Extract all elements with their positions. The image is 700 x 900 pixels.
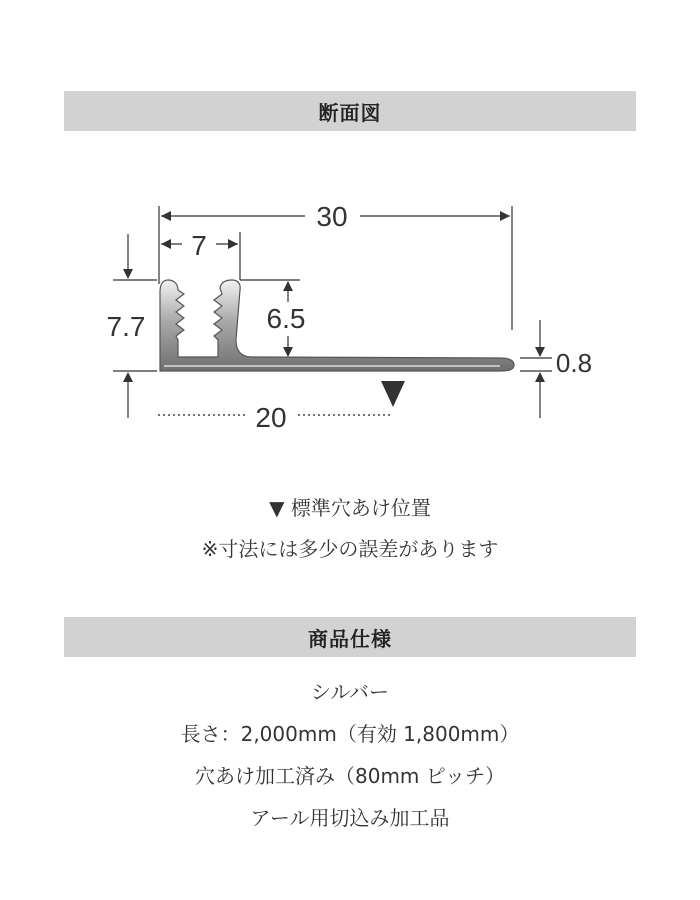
dim-label-7-7: 7.7 — [106, 311, 146, 342]
cross-section-header — [64, 91, 636, 131]
dim-7-right-arrow — [228, 239, 238, 249]
dim-label-7: 7 — [191, 230, 207, 261]
dim-label-30: 30 — [316, 201, 348, 232]
dim-65-bottom-arrow — [283, 347, 293, 357]
spec-title: 商品仕様 — [308, 626, 392, 651]
dim-30-right-arrow — [500, 211, 510, 221]
dim-label-0-8: 0.8 — [555, 348, 593, 378]
spec-color: シルバー — [310, 680, 390, 704]
dim-label-6-5: 6.5 — [266, 303, 306, 334]
spec-length: 長さ：2,000mm（有効 1,800mm） — [180, 722, 520, 746]
hole-position-legend: ▼ 標準穴あけ位置 — [269, 496, 431, 520]
profile-shape — [160, 280, 514, 371]
dim-08-top-arrow — [535, 347, 545, 357]
dim-label-20: 20 — [255, 402, 287, 433]
spec-corner-cut: アール用切込み加工品 — [250, 806, 450, 830]
spec-hole-processing: 穴あけ加工済み（80mm ピッチ） — [195, 764, 505, 788]
dim-77-bottom-arrow — [123, 372, 133, 382]
profile-drawing — [0, 180, 700, 440]
cross-section-title: 断面図 — [318, 100, 382, 125]
spec-header — [64, 617, 636, 657]
tolerance-note: ※寸法には多少の誤差があります — [201, 537, 499, 561]
hole-position-marker-icon — [381, 381, 405, 407]
dim-77-top-arrow — [123, 269, 133, 279]
dim-08-bottom-arrow — [535, 372, 545, 382]
dim-65-top-arrow — [283, 281, 293, 291]
dim-30-left-arrow — [161, 211, 171, 221]
cross-section-diagram — [0, 180, 700, 440]
dim-7-left-arrow — [161, 239, 171, 249]
